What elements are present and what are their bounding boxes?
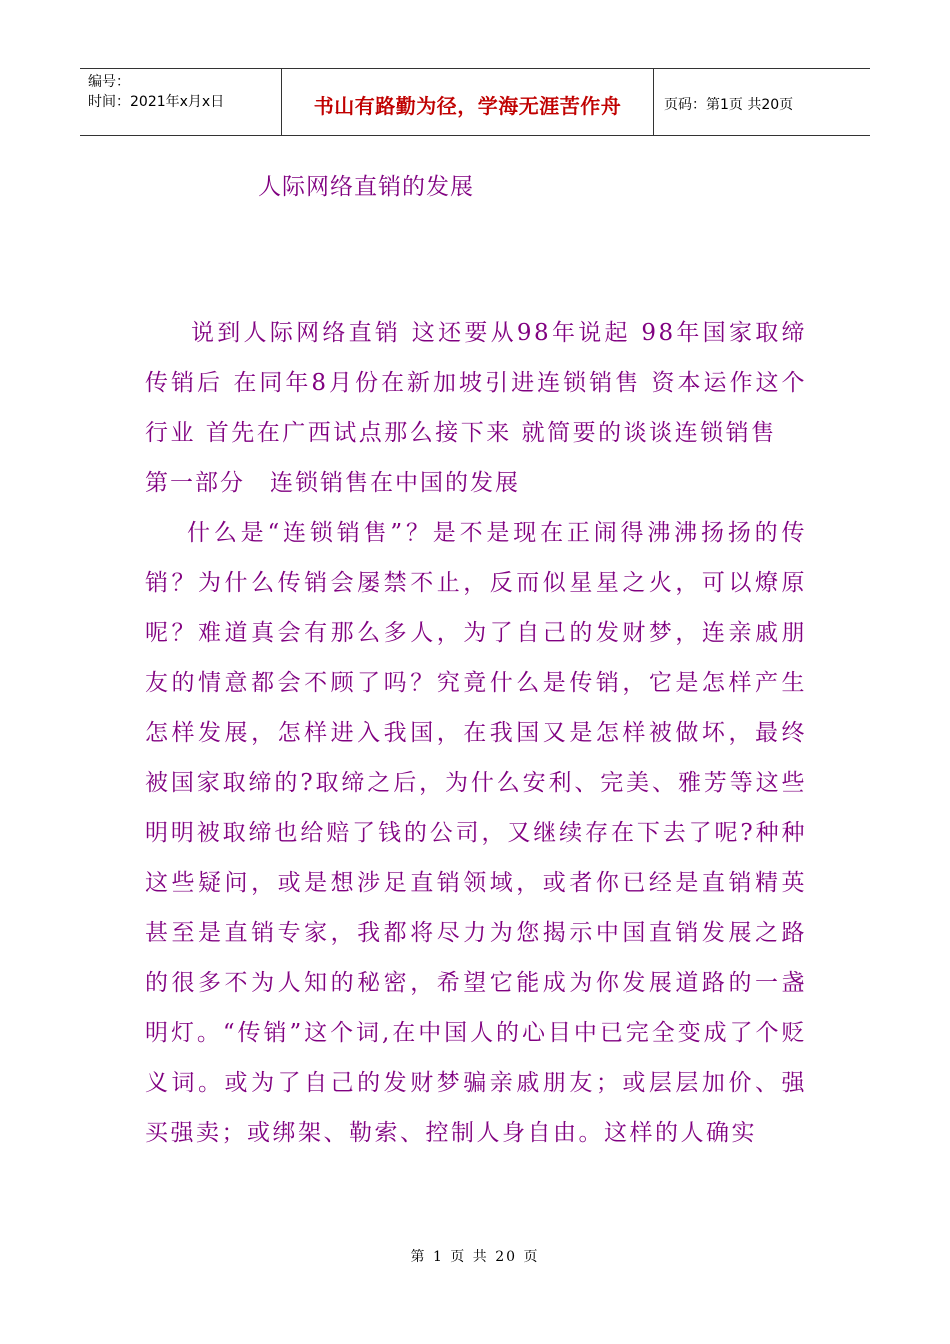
number-label: 编号： xyxy=(88,74,130,90)
document-title: 人际网络直销的发展 xyxy=(258,174,474,200)
motto-text: 书山有路勤为径，学海无涯苦作舟 xyxy=(313,93,622,118)
header-page-cell xyxy=(654,69,870,135)
body-paragraph: 什么是“连锁销售”？是不是现在正闹得沸沸扬扬的传销？为什么传销会屡禁不止，反而似星星之火，可以燎原呢？难道真会有那么多人，为了自己的发财梦，连亲戚朋友的情意都会不顾了吗？究竟什么是传销，它是怎样产生怎样发展，怎样进入我国，在我国又是怎样被做坏，最终被国家取缔的?取缔之后，为什么安利、完美、雅芳等这些明明被取缔也给赔了钱的公司，又继续存在下去了呢?种种这些疑问，或是想涉足直销领域，或者你已经是直销精英甚至是直销专家，我都将尽力为您揭示中国直销发展之路的很多不为人知的秘密，希望它能成为你发展道路的一盏明灯。“传销”这个词,在中国人的心目中已完全变成了个贬义词。或为了自己的发财梦骗亲戚朋友；或层层加价、强买强卖；或绑架、勒索、控制人身自由。这样的人确实 xyxy=(145,520,807,1146)
header-table xyxy=(80,68,870,136)
document-body xyxy=(145,308,807,1158)
intro-paragraph: 说到人际网络直销 这还要从98年说起 98年国家取缔传销后 在同年8月份在新加坡引进连锁销售 资本运作这个行业 首先在广西试点那么接下来 就简要的谈谈连锁销售 xyxy=(145,320,807,446)
header-motto-cell xyxy=(282,69,654,135)
page-info: 页码：第1页 共20页 xyxy=(664,97,794,113)
header-meta-cell xyxy=(80,69,282,135)
time-label: 时间：2021年x月x日 xyxy=(88,94,225,110)
section-heading: 第一部分 连锁销售在中国的发展 xyxy=(145,470,520,496)
page-footer: 第 1 页 共 20 页 xyxy=(410,1249,540,1265)
